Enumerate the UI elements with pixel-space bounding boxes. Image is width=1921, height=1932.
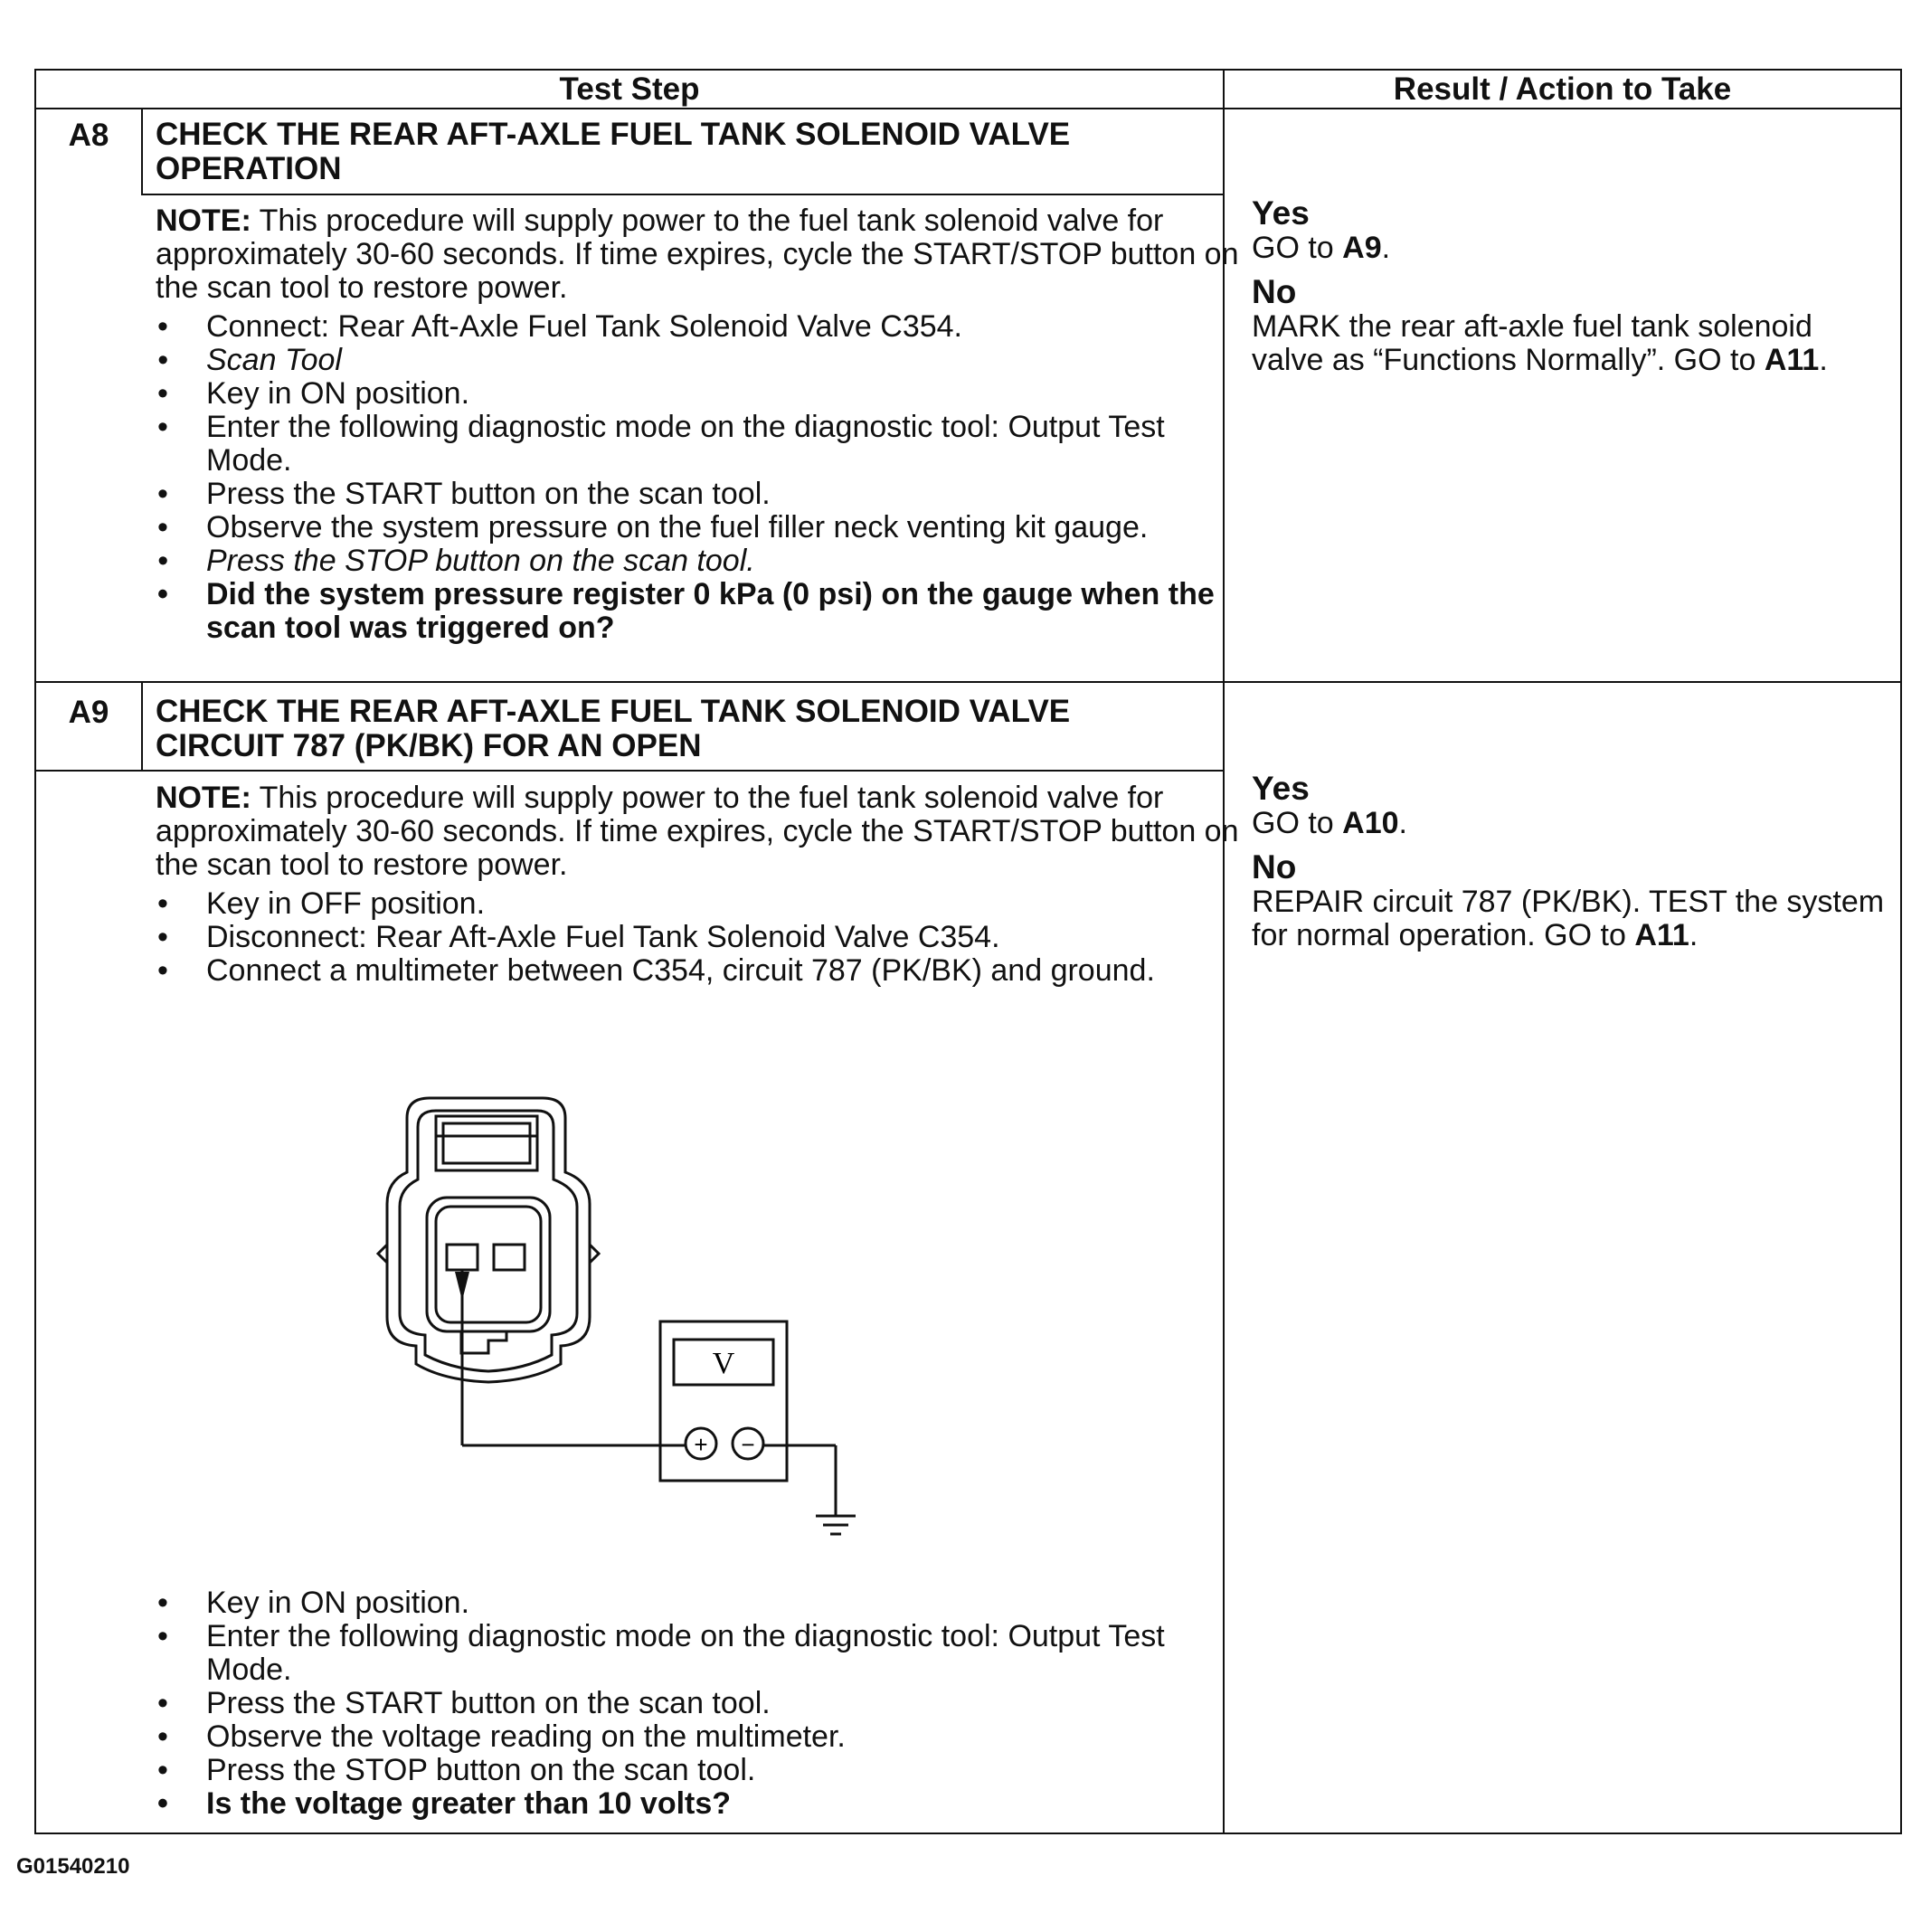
yes-label: Yes [1252, 194, 1310, 232]
meter-mode-label: V [712, 1347, 735, 1380]
no-step-ref: A11 [1764, 343, 1820, 377]
step-a8-note [156, 204, 1241, 305]
step-a9-body-top [156, 781, 1241, 988]
step-a8-bullets [156, 310, 1241, 645]
step-a8-result [1252, 195, 1885, 377]
no-end: . [1689, 918, 1699, 952]
diagnostic-table [34, 69, 1902, 1834]
note-label: NOTE: [156, 204, 251, 238]
step-a9-id: A9 [68, 695, 109, 730]
a8-title-rule [141, 194, 1223, 195]
list-item: • Press the START button on the scan tool. [206, 478, 1241, 511]
step-a9-title-line2: CIRCUIT 787 (PK/BK) FOR AN OPEN [156, 728, 702, 763]
list-item: • Connect: Rear Aft-Axle Fuel Tank Solenoid Valve C354. [206, 310, 1241, 344]
document-code: G01540210 [16, 1854, 130, 1879]
a9-id-divider [141, 682, 143, 770]
list-item: • Scan Tool [206, 344, 1241, 377]
no-text: REPAIR circuit 787 (PK/BK). TEST the system for normal operation. GO to [1252, 885, 1885, 952]
list-item: • Key in OFF position. [206, 887, 1241, 921]
step-a8-id: A8 [68, 118, 109, 153]
yes-text: GO to [1252, 806, 1343, 840]
step-a9-body-bottom [156, 1586, 1241, 1821]
multimeter-connector-diagram [353, 1091, 895, 1588]
note-label: NOTE: [156, 781, 251, 815]
step-a9-title [156, 695, 1223, 763]
step-a9-note [156, 781, 1241, 882]
a9-title-rule [36, 770, 1223, 772]
header-test-step: Test Step [559, 71, 700, 107]
step-a9-bullets-before [156, 887, 1241, 988]
list-item: • Key in ON position. [206, 1586, 1241, 1620]
list-item: • Connect a multimeter between C354, circuit 787 (PK/BK) and ground. [206, 954, 1241, 988]
probe-tip [455, 1272, 469, 1301]
terminal-block [427, 1198, 550, 1331]
multimeter-body [660, 1321, 787, 1481]
step-a8-question: • Did the system pressure register 0 kPa (0 psi) on the gauge when the scan tool was triggered on? [206, 578, 1241, 645]
yes-action [1252, 807, 1885, 840]
no-label: No [1252, 848, 1297, 886]
ground-icon [816, 1516, 856, 1534]
yes-label: Yes [1252, 770, 1310, 807]
no-text: MARK the rear aft-axle fuel tank solenoid valve as “Functions Normally”. GO to [1252, 309, 1812, 377]
yes-text: GO to [1252, 231, 1343, 265]
step-a8-body [156, 204, 1241, 645]
yes-step-ref: A10 [1342, 806, 1399, 840]
minus-symbol: − [741, 1431, 755, 1458]
no-end: . [1819, 343, 1828, 377]
no-label: No [1252, 273, 1297, 310]
a9-row-rule [36, 681, 1900, 683]
step-a8-title [156, 118, 1223, 186]
no-step-ref: A11 [1634, 918, 1689, 952]
list-item: • Key in ON position. [206, 377, 1241, 411]
list-item: • Press the START button on the scan tool. [206, 1687, 1241, 1720]
no-action [1252, 310, 1885, 377]
terminal-1 [447, 1245, 478, 1270]
terminal-2 [494, 1245, 525, 1270]
a8-id-divider [141, 109, 143, 194]
no-action [1252, 886, 1885, 952]
list-item: • Press the STOP button on the scan tool. [206, 545, 1241, 578]
step-a9-title-line1: CHECK THE REAR AFT-AXLE FUEL TANK SOLENOID VALVE [156, 694, 1071, 729]
yes-end: . [1381, 231, 1391, 265]
step-a9-bullets-after [156, 1586, 1241, 1821]
list-item: • Press the STOP button on the scan tool. [206, 1754, 1241, 1787]
yes-action [1252, 232, 1885, 265]
yes-end: . [1398, 806, 1407, 840]
yes-step-ref: A9 [1342, 231, 1382, 265]
note-text: This procedure will supply power to the fuel tank solenoid valve for approximately 30-60 seconds. If time expires, cycle the START/STOP button on the scan tool to restore power. [156, 781, 1239, 882]
step-a9-question: • Is the voltage greater than 10 volts? [206, 1787, 1241, 1821]
list-item: • Observe the system pressure on the fuel filler neck venting kit gauge. [206, 511, 1241, 545]
step-a9-result [1252, 771, 1885, 952]
list-item: • Enter the following diagnostic mode on the diagnostic tool: Output Test Mode. [206, 1620, 1241, 1687]
list-item: • Observe the voltage reading on the multimeter. [206, 1720, 1241, 1754]
step-a8-title-line2: OPERATION [156, 151, 342, 186]
step-a8-title-line1: CHECK THE REAR AFT-AXLE FUEL TANK SOLENOID VALVE [156, 117, 1071, 152]
plus-symbol: + [694, 1431, 708, 1458]
header-result-action: Result / Action to Take [1393, 71, 1732, 107]
list-item: • Disconnect: Rear Aft-Axle Fuel Tank Solenoid Valve C354. [206, 921, 1241, 954]
list-item: • Enter the following diagnostic mode on the diagnostic tool: Output Test Mode. [206, 411, 1241, 478]
note-text: This procedure will supply power to the fuel tank solenoid valve for approximately 30-60 seconds. If time expires, cycle the START/STOP button on the scan tool to restore power. [156, 204, 1239, 305]
